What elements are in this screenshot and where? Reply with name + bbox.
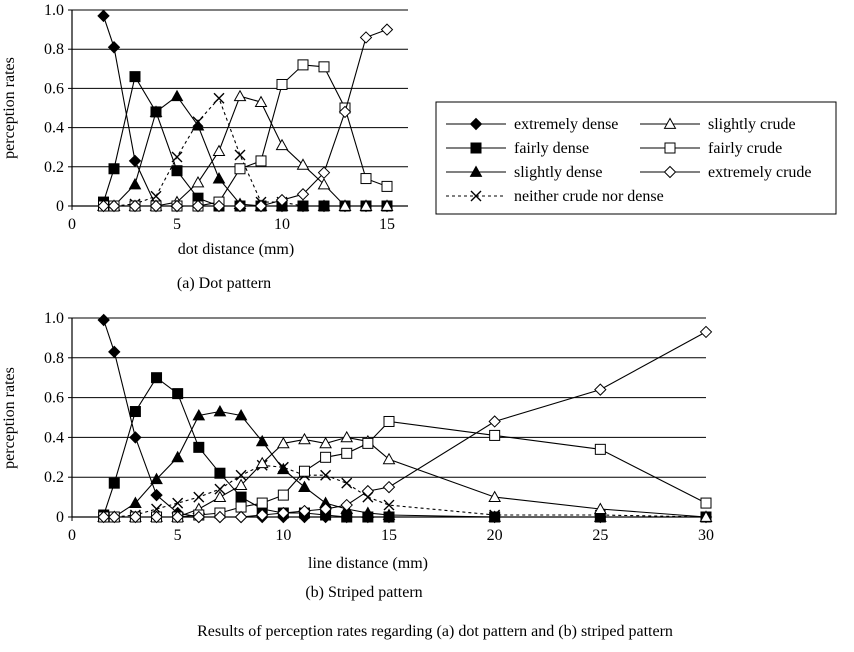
striped-chart-y-axis-label: perception rates [1,367,18,469]
dot-point-extremely-crude [361,32,372,43]
legend-label: slightly dense [514,164,603,181]
legend-label: fairly crude [708,140,783,157]
striped-point-fairly-crude [236,502,246,512]
striped-x-tick-label: 0 [68,527,76,544]
striped-x-tick-label: 20 [486,527,503,544]
striped-point-fairly-dense [130,407,140,417]
striped-point-fairly-crude [363,438,373,448]
dot-series-line-extremely-crude [104,30,388,206]
dot-y-tick-label: 0.2 [44,158,64,176]
dot-chart-subtitle: (a) Dot pattern [176,275,272,292]
striped-point-fairly-dense [109,478,119,488]
striped-point-neither-crude-nor-dense [173,498,183,508]
dot-series-fairly-crude [99,60,393,211]
dot-point-fairly-crude [277,79,287,89]
dot-x-tick-label: 5 [173,216,181,233]
striped-point-fairly-crude [278,490,288,500]
striped-point-slightly-crude [299,434,310,444]
striped-x-tick-label: 25 [592,527,609,544]
legend [436,102,836,214]
striped-point-extremely-dense [109,346,120,357]
dot-point-slightly-dense [130,179,141,189]
dot-x-tick-label: 0 [68,216,76,233]
dot-y-tick-label: 1.0 [44,2,64,19]
dot-point-neither-crude-nor-dense [214,93,224,103]
dot-point-extremely-dense [109,42,120,53]
striped-point-extremely-crude [236,512,247,523]
legend-marker-fairly-dense [471,143,481,153]
dot-point-fairly-crude [382,181,392,191]
striped-point-neither-crude-nor-dense [194,492,204,502]
striped-point-fairly-crude [595,444,605,454]
legend-label: slightly crude [708,116,796,133]
striped-point-fairly-dense [194,442,204,452]
dot-point-neither-crude-nor-dense [172,152,182,162]
dot-chart-y-axis-label: perception rates [1,57,18,159]
striped-point-neither-crude-nor-dense [342,478,352,488]
dot-point-slightly-crude [235,91,246,101]
dot-point-slightly-dense [214,173,225,183]
striped-chart-subtitle: (b) Striped pattern [305,584,423,601]
striped-chart-x-axis-label: line distance (mm) [308,555,428,572]
striped-point-fairly-crude [384,416,394,426]
striped-y-tick-label: 0.8 [44,349,64,367]
striped-point-slightly-crude [384,454,395,464]
dot-point-slightly-dense [172,91,183,101]
striped-point-slightly-crude [341,432,352,442]
striped-point-extremely-dense [130,432,141,443]
legend-label: fairly dense [514,140,590,157]
striped-point-extremely-crude [489,416,500,427]
striped-y-tick-label: 0.4 [44,429,64,447]
dot-point-neither-crude-nor-dense [235,150,245,160]
legend-label: extremely crude [708,164,812,181]
striped-x-tick-label: 15 [381,527,397,544]
striped-point-extremely-dense [98,314,109,325]
figure-caption: Results of perception rates regarding (a) dot pattern and (b) striped pattern [197,623,673,640]
striped-point-fairly-dense [152,373,162,383]
striped-pattern-chart [1,310,714,601]
striped-y-tick-label: 1.0 [44,310,64,327]
dot-point-slightly-crude [193,177,204,187]
striped-point-slightly-dense [172,452,183,462]
dot-point-extremely-crude [382,24,393,35]
dot-series-fairly-dense [99,72,393,211]
striped-series-line-neither-crude-nor-dense [104,465,706,517]
dot-x-tick-label: 10 [274,216,290,233]
striped-point-fairly-dense [215,468,225,478]
dot-point-fairly-dense [109,164,119,174]
dot-pattern-chart [1,2,408,292]
striped-x-tick-label: 5 [173,527,182,544]
dot-point-extremely-dense [130,155,141,166]
dot-point-fairly-crude [256,156,266,166]
striped-y-tick-label: 0.6 [44,389,64,407]
striped-x-tick-label: 10 [275,527,292,544]
dot-chart-x-axis-label: dot distance (mm) [177,241,295,258]
striped-point-fairly-crude [257,498,267,508]
striped-point-extremely-crude [341,500,352,511]
dot-point-extremely-dense [98,10,109,21]
legend-marker-fairly-crude [665,143,675,153]
dot-series-line-fairly-dense [104,77,388,206]
striped-point-extremely-crude [595,384,606,395]
striped-point-slightly-crude [489,492,500,502]
striped-point-extremely-crude [384,482,395,493]
legend-label: neither crude nor dense [514,188,664,205]
striped-series-fairly-dense [99,373,711,522]
striped-y-tick-label: 0 [56,509,64,526]
dot-y-tick-label: 0.6 [44,80,64,98]
striped-point-slightly-dense [214,406,225,416]
legend-label: extremely dense [514,116,619,133]
dot-point-fairly-crude [361,174,371,184]
dot-x-tick-label: 15 [379,216,395,233]
dot-point-fairly-crude [298,60,308,70]
striped-series-extremely-dense [98,314,711,522]
striped-point-fairly-crude [490,430,500,440]
striped-series-neither-crude-nor-dense [99,460,711,522]
dot-point-slightly-crude [277,140,288,150]
striped-x-tick-label: 30 [698,527,714,544]
dot-point-slightly-crude [214,146,225,156]
dot-point-fairly-crude [319,62,329,72]
striped-point-fairly-crude [701,498,711,508]
striped-point-fairly-crude [321,452,331,462]
dot-y-tick-label: 0.4 [44,119,64,137]
dot-point-fairly-crude [235,164,245,174]
striped-point-fairly-dense [173,389,183,399]
striped-point-fairly-crude [299,466,309,476]
striped-point-extremely-crude [701,326,712,337]
dot-y-tick-label: 0.8 [44,41,64,59]
dot-y-tick-label: 0 [56,198,64,215]
striped-y-tick-label: 0.2 [44,469,64,487]
striped-point-fairly-crude [342,448,352,458]
striped-point-fairly-dense [236,492,246,502]
dot-point-fairly-dense [172,166,182,176]
dot-point-fairly-dense [130,72,140,82]
